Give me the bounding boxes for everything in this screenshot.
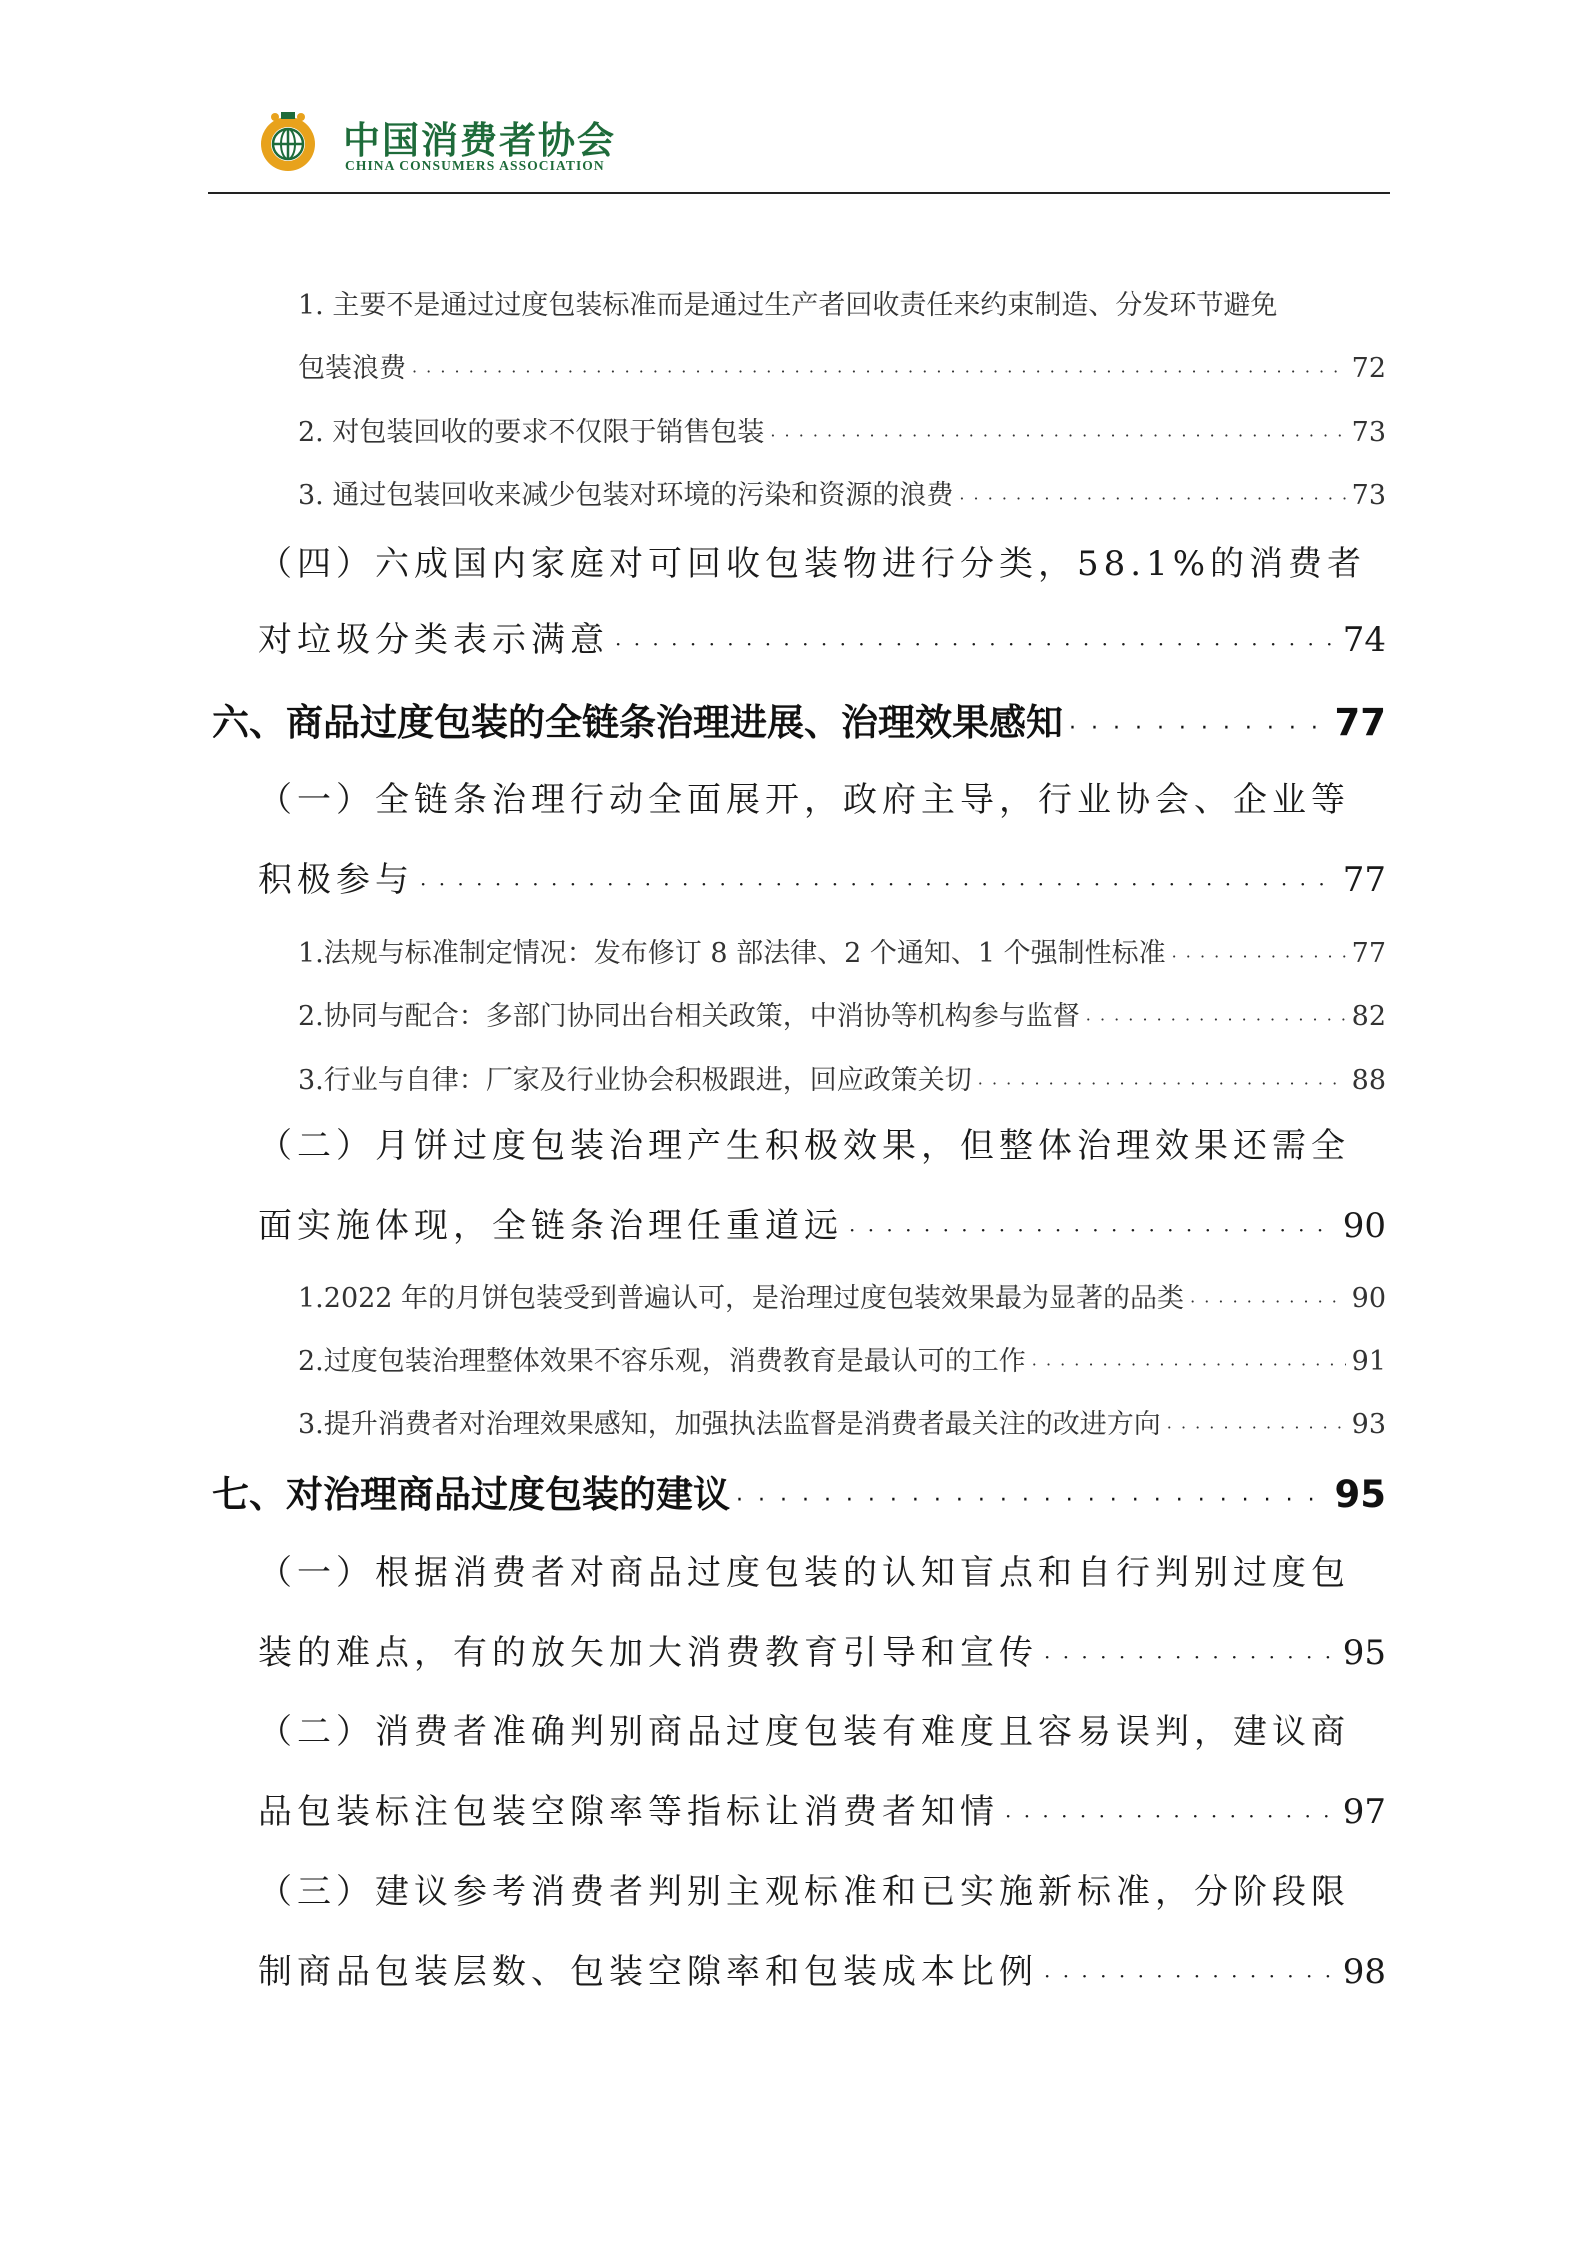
toc-entry-text: 积极参与 [258,860,414,900]
org-name: 中国消费者协会 [343,119,616,162]
toc-entry[interactable] [298,931,1386,970]
toc-entry-text: 装的难点，有的放矢加大消费教育引导和宣传 [258,1633,1038,1673]
page-number: 72 [1351,353,1386,384]
page-number: 95 [1342,1633,1386,1673]
page-number: 88 [1351,1065,1386,1096]
toc-entry-text: 3. 通过包装回收来减少包装对环境的污染和资源的浪费 [298,480,954,511]
dot-leader [736,1488,1329,1513]
page-number: 98 [1342,1952,1386,1992]
dot-leader [849,1218,1337,1242]
page-number: 77 [1342,860,1386,900]
page-number: 95 [1334,1473,1386,1516]
toc-entry-text: （一）根据消费者对商品过度包装的认知盲点和自行判别过度包 [258,1553,1350,1593]
toc-entry-text: 3.行业与自律：厂家及行业协会积极跟进，回应政策关切 [298,1065,972,1096]
toc-entry[interactable] [258,1944,1386,1993]
toc-entry-text: （四）六成国内家庭对可回收包装物进行分类，58.1%的消费者 [258,544,1367,584]
toc-entry[interactable] [298,1058,1386,1097]
toc-entry[interactable] [298,1402,1386,1441]
toc-entry[interactable] [258,852,1386,901]
toc-entry[interactable] [298,994,1386,1033]
page-number: 77 [1334,701,1386,744]
dot-leader [1086,1010,1346,1029]
toc-entry[interactable] [298,473,1386,512]
toc-entry-text: 制商品包装层数、包装空隙率和包装成本比例 [258,1952,1038,1992]
dot-leader [1167,1418,1346,1437]
toc-entry[interactable] [258,612,1386,661]
toc-entry-text: （一）全链条治理行动全面展开，政府主导，行业协会、企业等 [258,780,1350,820]
dot-leader [412,362,1346,381]
page-number: 82 [1351,1001,1386,1032]
page-number: 74 [1342,620,1386,660]
toc-entry[interactable] [298,410,1386,449]
dot-leader [1044,1645,1337,1669]
toc-entry-text: 1. 主要不是通过过度包装标准而是通过生产者回收责任来约束制造、分发环节避免 [298,290,1278,321]
dot-leader [978,1074,1346,1093]
toc-entry[interactable] [258,1784,1386,1833]
page-number: 91 [1351,1346,1386,1377]
toc-entry-text: （二）月饼过度包装治理产生积极效果，但整体治理效果还需全 [258,1126,1350,1166]
toc-entry-text: 3.提升消费者对治理效果感知，加强执法监督是消费者最关注的改进方向 [298,1409,1161,1440]
dot-leader [1032,1355,1346,1374]
dot-leader [420,872,1337,896]
toc-entry-text: 包装浪费 [298,353,406,384]
toc-entry[interactable] [298,1276,1386,1315]
page-number: 90 [1351,1283,1386,1314]
toc-entry-text: 对垃圾分类表示满意 [258,620,609,660]
toc-chapter[interactable] [212,692,1386,746]
dot-leader [1172,947,1346,966]
toc-entry-text: 面实施体现，全链条治理任重道远 [258,1206,843,1246]
toc-entry[interactable] [258,1198,1386,1247]
page-number: 73 [1351,480,1386,511]
dot-leader [615,632,1337,656]
toc-entry-text: （二）消费者准确判别商品过度包装有难度且容易误判，建议商 [258,1712,1350,1752]
page-header [255,108,815,178]
toc-entry-text: 2.过度包装治理整体效果不容乐观，消费教育是最认可的工作 [298,1346,1026,1377]
toc-entry-text: 2.协同与配合：多部门协同出台相关政策，中消协等机构参与监督 [298,1001,1080,1032]
org-name-english: CHINA CONSUMERS ASSOCIATION [345,158,605,173]
toc-entry[interactable] [298,346,1386,385]
toc-chapter[interactable] [212,1464,1386,1518]
toc-entry-text: 1.法规与标准制定情况：发布修订 8 部法律、2 个通知、1 个强制性标准 [298,938,1166,969]
toc-entry[interactable] [298,1339,1386,1378]
dot-leader [1069,716,1329,741]
header-divider [208,192,1390,194]
toc-entry-text: 2. 对包装回收的要求不仅限于销售包装 [298,417,765,448]
dot-leader [770,426,1345,445]
page-number: 97 [1342,1792,1386,1832]
toc-chapter-title: 六、商品过度包装的全链条治理进展、治理效果感知 [212,701,1063,744]
toc-entry-text: 品包装标注包装空隙率等指标让消费者知情 [258,1792,999,1832]
page-number: 93 [1351,1409,1386,1440]
dot-leader [1190,1292,1346,1311]
toc-entry-text: （三）建议参考消费者判别主观标准和已实施新标准，分阶段限 [258,1872,1350,1912]
dot-leader [1044,1964,1337,1988]
toc-chapter-title: 七、对治理商品过度包装的建议 [212,1473,730,1516]
dot-leader [959,489,1345,508]
toc-entry-text: 1.2022 年的月饼包装受到普遍认可，是治理过度包装效果最为显著的品类 [298,1283,1185,1314]
dot-leader [1005,1804,1337,1828]
toc-entry[interactable] [258,1625,1386,1674]
cca-emblem-icon [255,108,321,174]
page-number: 73 [1351,417,1386,448]
page-number: 90 [1342,1206,1386,1246]
page-number: 77 [1351,938,1386,969]
